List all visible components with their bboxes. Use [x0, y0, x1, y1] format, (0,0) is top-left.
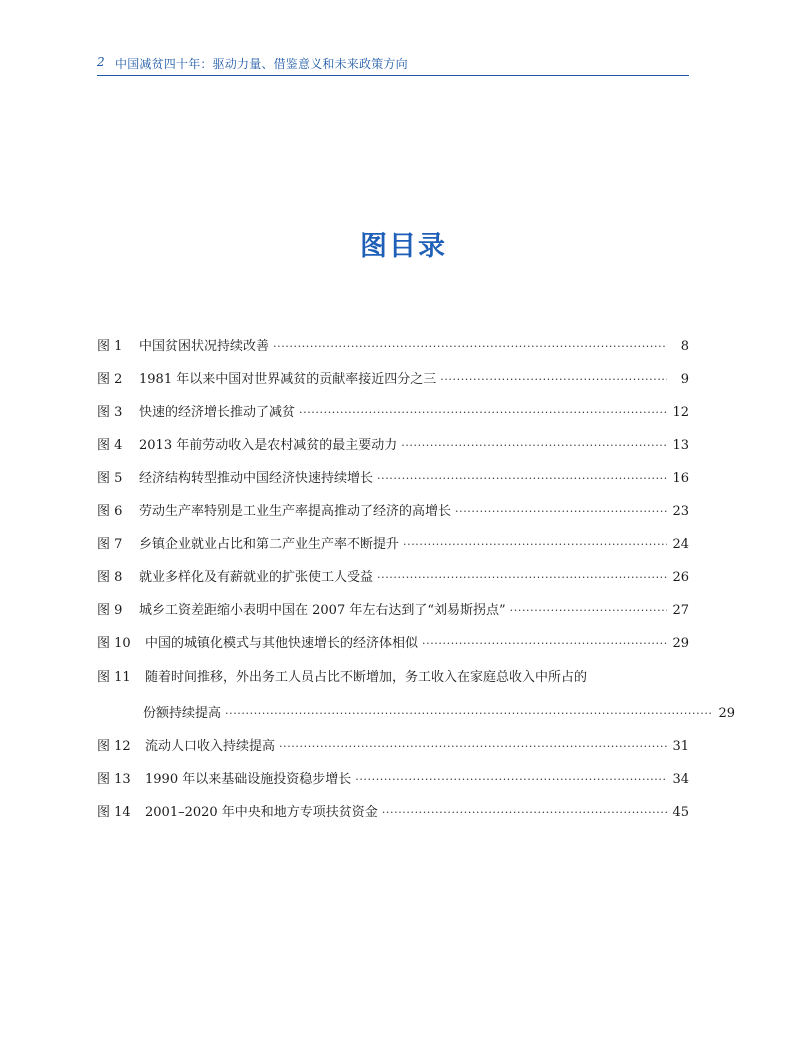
figure-label: 图 2 [97, 372, 123, 387]
toc-entry[interactable] [97, 501, 689, 523]
page-number: 27 [672, 603, 689, 618]
page-number: 16 [672, 471, 689, 486]
dot-leader [377, 567, 667, 589]
figure-label: 图 7 [97, 537, 123, 552]
toc-entry[interactable] [97, 336, 689, 358]
figure-label: 图 10 [97, 636, 131, 651]
page-number: 23 [672, 504, 689, 519]
page-number: 26 [672, 570, 689, 585]
dot-leader [299, 402, 667, 424]
header-book-title: 中国减贫四十年：驱动力量、借鉴意义和未来政策方向 [115, 57, 408, 71]
figure-caption: 乡镇企业就业占比和第二产业生产率不断提升 [139, 537, 400, 552]
figure-label: 图 14 [97, 805, 131, 820]
dot-leader [377, 468, 667, 490]
page-number: 29 [718, 706, 735, 721]
dot-leader [401, 435, 667, 457]
dot-leader [382, 802, 667, 824]
figure-label: 图 1 [97, 339, 123, 354]
figure-caption: 2013 年前劳动收入是农村减贫的最主要动力 [139, 438, 398, 453]
toc-entry-multiline-continuation[interactable] [97, 703, 735, 725]
figure-caption: 就业多样化及有薪就业的扩张使工人受益 [139, 570, 374, 585]
dot-leader [440, 369, 667, 391]
page-number: 45 [672, 805, 689, 820]
page-number: 31 [672, 739, 689, 754]
figure-caption-continuation: 份额持续提高 [143, 706, 222, 721]
toc-entry[interactable] [97, 534, 689, 556]
dot-leader [422, 633, 667, 655]
figure-caption: 劳动生产率特别是工业生产率提高推动了经济的高增长 [139, 504, 452, 519]
figure-label: 图 9 [97, 603, 123, 618]
toc-entry[interactable] [97, 369, 689, 391]
toc-entry[interactable] [97, 633, 689, 655]
figure-label: 图 3 [97, 405, 123, 420]
dot-leader [510, 600, 667, 622]
dot-leader [225, 703, 713, 725]
header-page-number: 2 [97, 55, 105, 69]
page-title: 图目录 [360, 231, 447, 262]
toc-entry[interactable] [97, 736, 689, 758]
figure-caption: 1990 年以来基础设施投资稳步增长 [145, 772, 352, 787]
page-number: 8 [680, 339, 689, 354]
figure-label: 图 13 [97, 772, 131, 787]
figure-caption: 经济结构转型推动中国经济快速持续增长 [139, 471, 374, 486]
toc-entry[interactable] [97, 468, 689, 490]
page-number: 29 [672, 636, 689, 651]
figure-caption: 城乡工资差距缩小表明中国在 2007 年左右达到了“刘易斯拐点” [139, 603, 506, 618]
figure-caption: 中国的城镇化模式与其他快速增长的经济体相似 [145, 636, 419, 651]
toc-entry[interactable] [97, 567, 689, 589]
toc-entry[interactable] [97, 802, 689, 824]
page-number: 24 [672, 537, 689, 552]
dot-leader [455, 501, 667, 523]
figure-caption: 快速的经济增长推动了减贫 [139, 405, 296, 420]
figure-caption: 1981 年以来中国对世界减贫的贡献率接近四分之三 [139, 372, 437, 387]
dot-leader [273, 336, 667, 358]
dot-leader [279, 736, 667, 758]
toc-entry[interactable] [97, 769, 689, 791]
toc-entry[interactable] [97, 600, 689, 622]
toc-entry-multiline-first[interactable] [97, 667, 689, 689]
figure-label: 图 11 [97, 670, 131, 685]
figure-caption: 中国贫困状况持续改善 [139, 339, 270, 354]
toc-entry[interactable] [97, 402, 689, 424]
running-header [97, 53, 689, 76]
figure-caption: 流动人口收入持续提高 [145, 739, 276, 754]
figure-label: 图 8 [97, 570, 123, 585]
figure-label: 图 5 [97, 471, 123, 486]
figure-label: 图 6 [97, 504, 123, 519]
figure-label: 图 4 [97, 438, 123, 453]
figure-label: 图 12 [97, 739, 131, 754]
figure-caption: 2001–2020 年中央和地方专项扶贫资金 [145, 805, 378, 820]
page-number: 13 [672, 438, 689, 453]
page-number: 34 [672, 772, 689, 787]
toc-entry[interactable] [97, 435, 689, 457]
dot-leader [403, 534, 667, 556]
dot-leader [355, 769, 667, 791]
page-number: 9 [680, 372, 689, 387]
figure-caption: 随着时间推移，外出务工人员占比不断增加，务工收入在家庭总收入中所占的 [145, 670, 588, 685]
page-number: 12 [672, 405, 689, 420]
